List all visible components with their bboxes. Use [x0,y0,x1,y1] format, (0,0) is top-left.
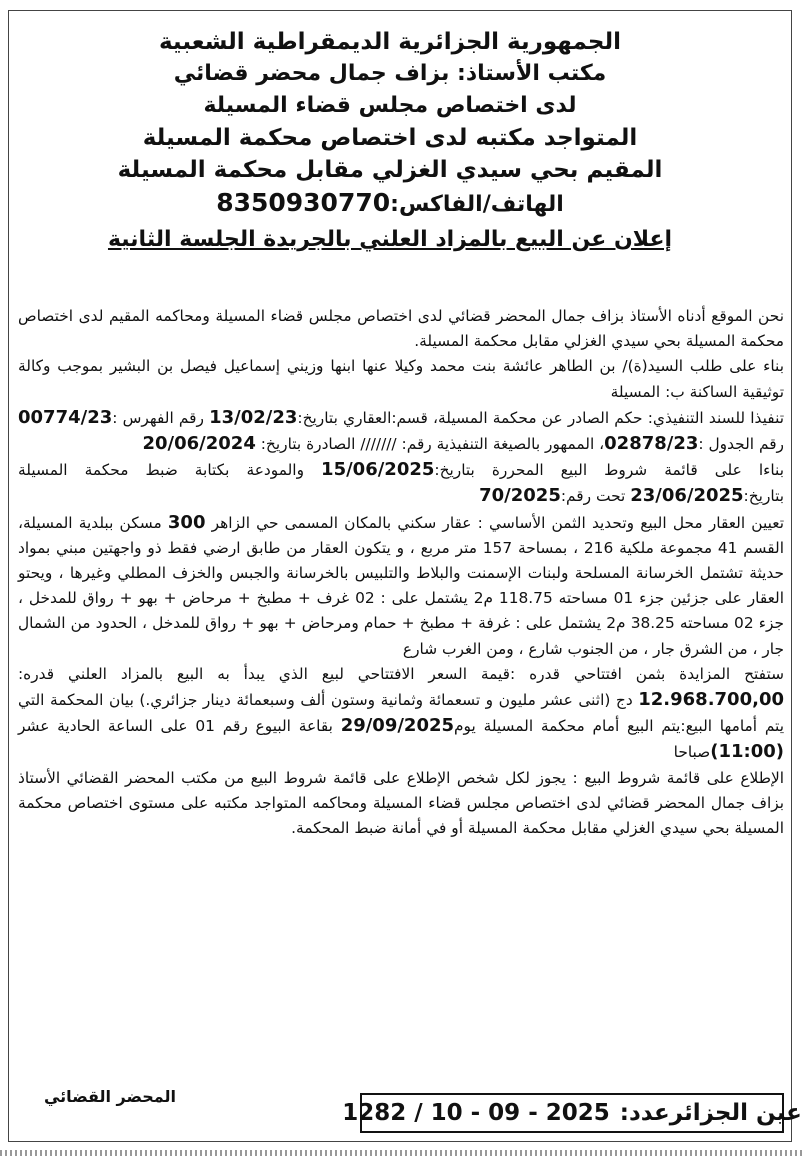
paragraph-property: تعيين العقار محل البيع وتحديد الثمن الأساسي : عقار سكني بالمكان المسمى حي الزاهر 300 مسكن ببلدية المسيلة، القسم 41 مجموعة ملكية 216 ، بمساحة 157 متر مربع ، و يتكون العقار من طابق ارضي فقط ذو واجهتين مبني بمواد حديثة تشتمل الخرسانة المسلحة ولبنات الإسمنت والبلاط والتلبيس بالخرسانة والجبس والخزف المطلي وغيرها ، ويحتو العقار على جزئين جزء 01 مساحته 118.75 م2 يشتمل على : 02 غرف + مطبخ + مرحاض + بهو + رواق للمدخل ، جزء 02 مساحته 38.25 م2 يشتمل على : غرفة + مطبخ + حمام ومرحاض + بهو + رواق للمدخل ، الحدود من الشمال جار ، من الشرق جار ، من الجنوب شارع ، ومن الغرب شارع [18,511,785,658]
phone-label: الهاتف/الفاكس: [390,192,564,217]
deposit-date: 23/06/2025 [630,485,744,507]
reference-label: عين الجزائرعدد: [619,1100,802,1126]
index-number: 00774/23 [18,406,113,428]
paragraph-conditions: بناءا على قائمة شروط البيع المحررة بتاريخ:15/06/2025 والمودعة بكتابة ضبط محكمة المسيلة بتاريخ:23/06/2025 تحت رقم:70/2025 [18,459,784,507]
phone-number: 8350930770 [216,188,391,217]
header-address: المقيم بحي سيدي الغزلي مقابل محكمة المسيلة [117,157,663,183]
document-header [40,26,740,258]
conditions-date: 15/06/2025 [321,459,435,481]
header-office: مكتب الأستاذ: بزاف جمال محضر قضائي [173,61,607,86]
paragraph-request: بناء على طلب السيد(ة)/ بن الطاهر عائشة بنت محمد وكيلا عنها ابنها وزيني إسماعيل فيصل بن البشير بموجب وكالة توثيقية الساكنة ب: المسيلة [18,357,784,401]
document-body [18,304,784,841]
header-jurisdiction: لدى اختصاص مجلس قضاء المسيلة [203,93,577,118]
judgment-date: 13/02/23 [209,406,298,428]
paragraph-consultation: الإطلاع على قائمة شروط البيع : يجوز لكل شخص الإطلاع على قائمة شروط البيع من مكتب المحضر القضائي الأستاذ بزاف جمال المحضر قضائي لدى اختصاص مجلس قضاء المسيلة ومحاكمه المتواجد مكتبه على مستوى اختصاص محكمة المسيلة بحي سيدي الغزلي مقابل محكمة المسيلة أو في أمانة ضبط المحكمة. [18,768,784,838]
announcement-title: إعلان عن البيع بالمزاد العلني بالجريدة الجلسة الثانية [107,227,673,252]
auction-date: 29/09/2025 [340,715,455,737]
paragraph-intro: نحن الموقع أدناه الأستاذ بزاف جمال المحضر قضائي لدى اختصاص مجلس قضاء المسيلة ومحاكمه المقيم لدى اختصاص محكمة المسيلة بحي سيدي الغزلي مقابل محكمة المسيلة. [18,307,784,351]
paragraph-auction: ستفتح المزايدة بثمن افتتاحي قدره :قيمة السعر الافتتاحي لبيع الذي يبدأ به البيع بالمزاد العلني قدره: 12.968.700,00 دج (اثنى عشر مليون و تسعمائة وثمانية وستون ألف وسبعمائة دينار جزائري.) بيان المحكمة التي يتم أمامها البيع:يتم البيع أمام محكمة المسيلة يوم29/09/2025 بقاعة البيوع رقم 01 على الساعة الحادية عشر (11:00)صباحا [18,664,784,763]
publication-reference [342,1093,802,1133]
header-republic: الجمهورية الجزائرية الديمقراطية الشعبية [158,29,622,55]
table-number: 02878/23 [604,433,699,455]
header-office-location: المتواجد مكتبه لدى اختصاص محكمة المسيلة [142,125,638,151]
deposit-number: 70/2025 [479,485,561,507]
auction-time: (11:00) [710,741,784,763]
header-phone [40,186,740,222]
housing-count: 300 [167,511,206,533]
signature: المحضر القضائي [43,1087,176,1106]
opening-price: 12.968.700,00 [638,689,784,711]
reference-value: 1282 / 10 - 09 - 2025 [342,1100,610,1126]
scan-edge [0,1150,804,1156]
paragraph-executive-title: تنفيذا للسند التنفيذي: حكم الصادر عن محكمة المسيلة، قسم:العقاري بتاريخ:13/02/23 رقم الفهرس :00774/23 رقم الجدول :02878/23، الممهور بالصيغة التنفيذية رقم: /////// الصادرة بتاريخ: 20/06/2024 [18,406,784,455]
issue-date: 20/06/2024 [142,433,256,455]
